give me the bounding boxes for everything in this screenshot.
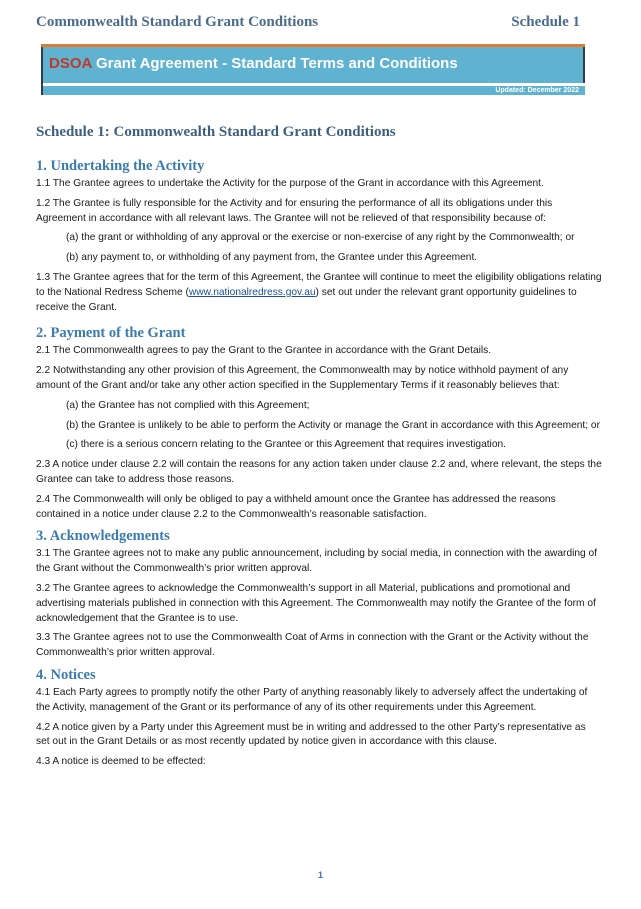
clause-2-2-b: (b) the Grantee is unlikely to be able to perform the Activity or manage the Grant in accordance with this Agreement; or [66, 419, 600, 431]
clause-2-2-c: (c) there is a serious concern relating to the Grantee or this Agreement that requires investigation. [66, 439, 506, 451]
header-document-title: Commonwealth Standard Grant Conditions [36, 14, 319, 30]
page-number: 1 [317, 870, 323, 880]
clause-2-2-a: (a) the Grantee has not complied with this Agreement; [66, 399, 310, 411]
section-4-heading: 4. Notices [36, 666, 96, 683]
schedule-title: Schedule 1: Commonwealth Standard Grant Conditions [36, 124, 396, 140]
header-schedule-label: Schedule 1 [511, 14, 580, 30]
clause-3-3: 3.3 The Grantee agrees not to use the Commonwealth Coat of Arms in connection with the Grant or the Activity without the Commonwealth’s prior written approval. [36, 632, 589, 659]
clause-1-3-text-start: 1.3 The Grantee agrees that for the term of this Agreement, the Grantee will continue to meet the eligibility obligations relating to the National Redress Scheme ( [36, 271, 602, 298]
clause-2-4: 2.4 The Commonwealth will only be obliged to pay a withheld amount once the Grantee has addressed the reasons contained in a notice under clause 2.2 to the Commonwealth’s reasonable satisfaction. [36, 493, 556, 520]
running-header [36, 14, 580, 34]
clause-3-2: 3.2 The Grantee agrees to acknowledge the Commonwealth’s support in all Material, publications and promotional and advertising materials published in connection with this Agreement. The Commonwealth may notify the Grantee of the form of acknowledgement that the Grantee is to use. [36, 582, 596, 624]
banner-main-bar [41, 47, 585, 83]
document-body [36, 120, 602, 775]
section-2-heading: 2. Payment of the Grant [36, 325, 186, 342]
clause-4-1: 4.1 Each Party agrees to promptly notify the other Party of anything reasonably likely to adversely affect the undertaking of the Activity, management of the Grant or its performance of any of its other requirements under this Agreement. [36, 686, 588, 713]
clause-1-2-a: (a) the grant or withholding of any approval or the exercise or non-exercise of any right by the Commonwealth; or [66, 232, 575, 244]
section-3-heading: 3. Acknowledgements [36, 528, 170, 545]
clause-1-2-b: (b) any payment to, or withholding of any payment from, the Grantee under this Agreement. [66, 252, 478, 264]
clause-4-3: 4.3 A notice is deemed to be effected: [36, 756, 206, 768]
clause-3-1: 3.1 The Grantee agrees not to make any public announcement, including by social media, in connection with the awarding of the Grant without the Commonwealth’s prior written approval. [36, 548, 598, 575]
section-1-heading: 1. Undertaking the Activity [36, 158, 205, 174]
clause-1-3 [36, 271, 602, 315]
clause-4-2: 4.2 A notice given by a Party under this Agreement must be in writing and addressed to the other Party’s representative as set out in the Grant Details or as most recently updated by notice given in accordance with this clause. [36, 721, 586, 748]
clause-2-1: 2.1 The Commonwealth agrees to pay the Grant to the Grantee in accordance with the Grant Details. [36, 345, 492, 357]
banner-title-accent: DSOA [49, 55, 92, 72]
banner-sub-bar [41, 86, 585, 95]
clause-1-3-text-end: ) set out under the relevant grant opportunity guidelines to receive the Grant. [36, 286, 577, 313]
national-redress-link[interactable]: www.nationalredress.gov.au [188, 286, 316, 298]
clause-2-2: 2.2 Notwithstanding any other provision of this Agreement, the Commonwealth may by notice withhold payment of any amount of the Grant and/or take any other action specified in the Supplementary Terms if it reasonably believes that: [36, 365, 569, 391]
banner-title-rest: Grant Agreement - Standard Terms and Conditions [91, 55, 458, 72]
banner-title [49, 55, 458, 72]
clause-2-3: 2.3 A notice under clause 2.2 will contain the reasons for any action taken under clause 2.2 and, where relevant, the steps the Grantee can take to address those reasons. [36, 459, 602, 485]
title-banner [41, 44, 585, 95]
clause-1-2: 1.2 The Grantee is fully responsible for the Activity and for ensuring the performance of all its obligations under this Agreement in accordance with all relevant laws. The Grantee will not be relieved of that responsibility because of: [36, 197, 553, 224]
clause-1-1: 1.1 The Grantee agrees to undertake the Activity for the purpose of the Grant in accordance with this Agreement. [36, 178, 544, 189]
banner-updated-date: Updated: December 2022 [495, 87, 579, 94]
